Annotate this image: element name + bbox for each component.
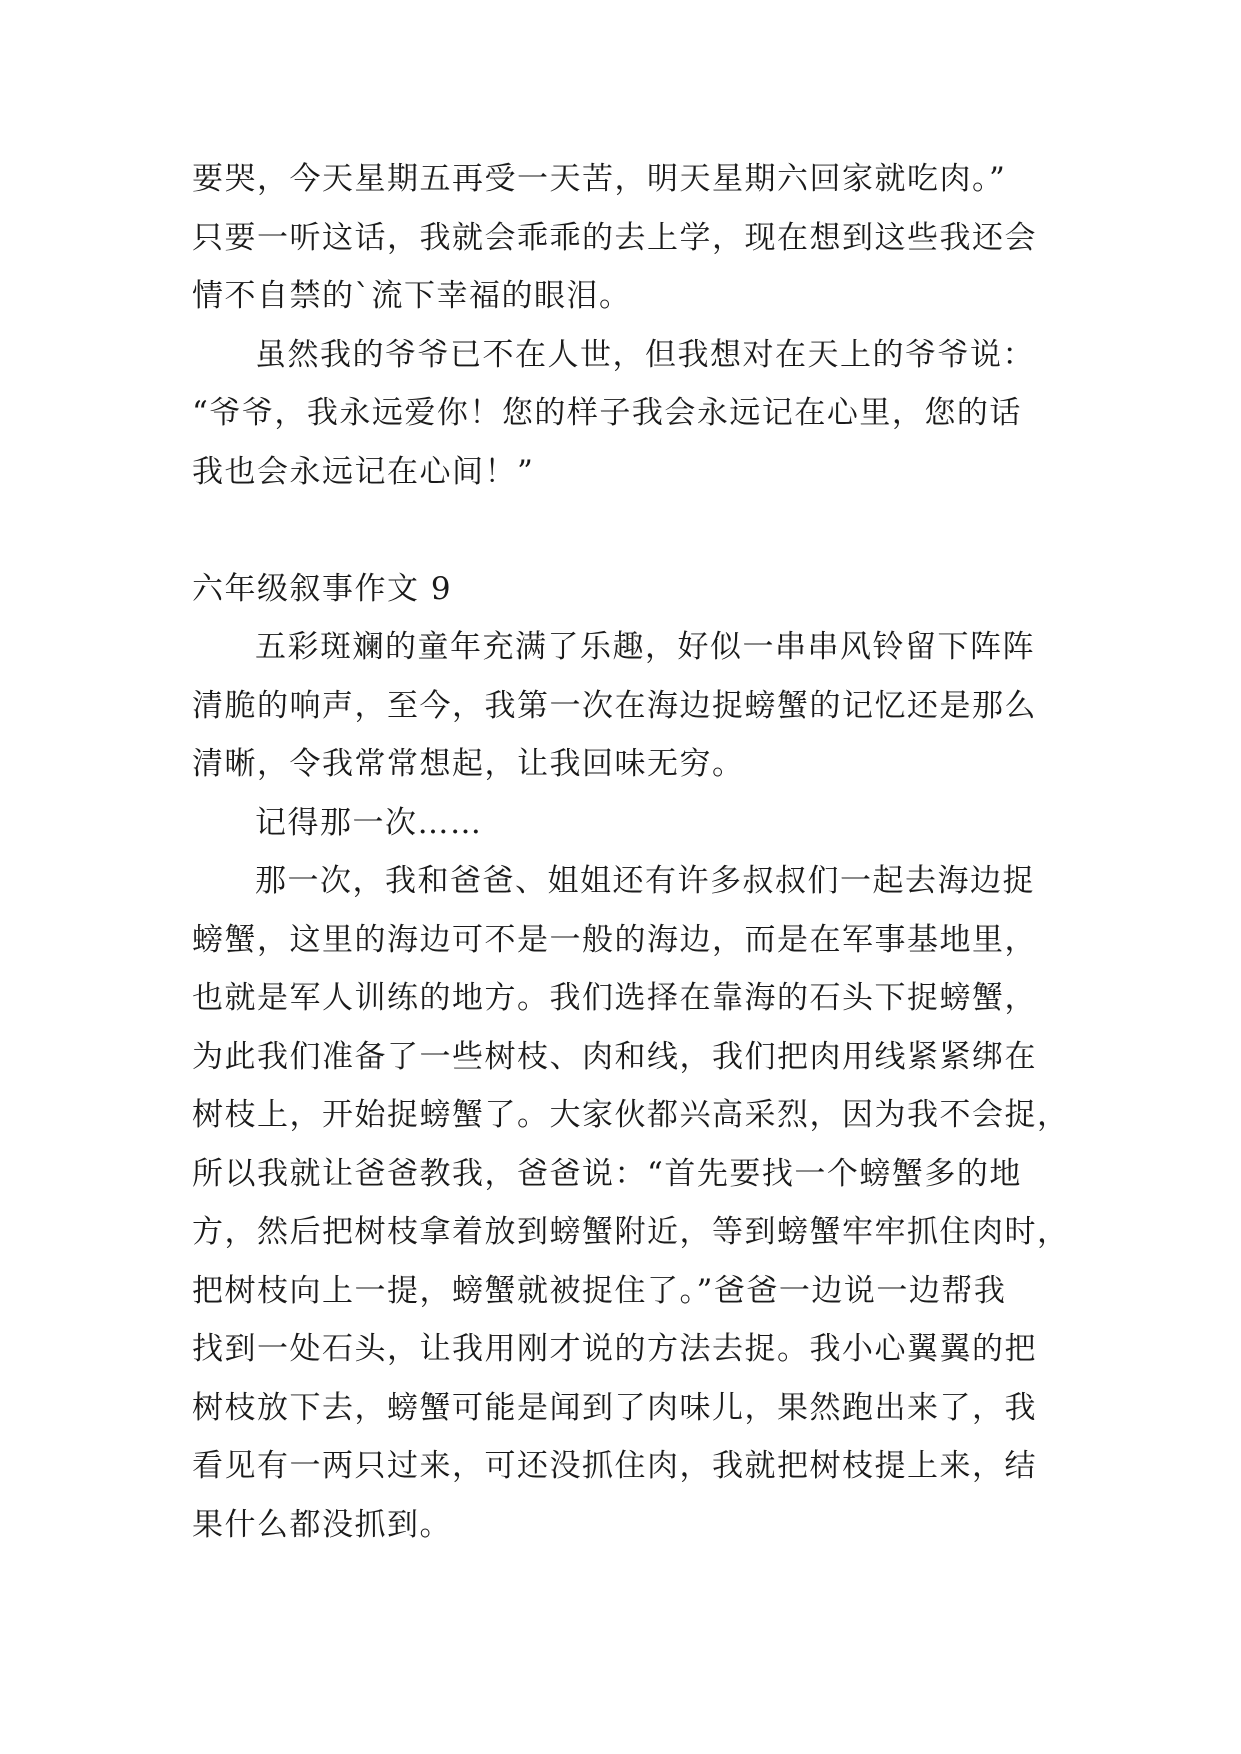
text-line: 也就是军人训练的地方。我们选择在靠海的石头下捉螃蟹， bbox=[192, 980, 1037, 1016]
text-line: 只要一听这话，我就会乖乖的去上学，现在想到这些我还会 bbox=[192, 219, 1037, 256]
text-line: 螃蟹，这里的海边可不是一般的海边，而是在军事基地里， bbox=[192, 921, 1037, 958]
text-line: 树枝放下去，螃蟹可能是闻到了肉味儿，果然跑出来了，我 bbox=[192, 1389, 1037, 1426]
text-line: 五彩斑斓的童年充满了乐趣，好似一串串风铃留下阵阵 bbox=[255, 629, 1035, 665]
text-line: 方，然后把树枝拿着放到螃蟹附近，等到螃蟹牢牢抓住肉时， bbox=[192, 1214, 1070, 1250]
text-line: 那一次，我和爸爸、姐姐还有许多叔叔们一起去海边捉 bbox=[255, 863, 1035, 899]
text-line: 清脆的响声，至今，我第一次在海边捉螃蟹的记忆还是那么 bbox=[192, 687, 1037, 724]
text-line: 所以我就让爸爸教我，爸爸说：“首先要找一个螃蟹多的地 bbox=[192, 1155, 1022, 1192]
text-line: 看见有一两只过来，可还没抓住肉，我就把树枝提上来，结 bbox=[192, 1448, 1037, 1484]
text-line: 我也会永远记在心间！” bbox=[192, 453, 535, 490]
section-title: 六年级叙事作文 9 bbox=[192, 570, 453, 607]
text-line: 把树枝向上一提，螃蟹就被捉住了。”爸爸一边说一边帮我 bbox=[192, 1272, 1007, 1309]
text-line: 清晰，令我常常想起，让我回味无穷。 bbox=[192, 746, 745, 782]
text-line: 找到一处石头，让我用刚才说的方法去捉。我小心翼翼的把 bbox=[192, 1331, 1037, 1367]
text-line: 记得那一次…… bbox=[255, 804, 483, 841]
text-line: 情不自禁的`流下幸福的眼泪。 bbox=[192, 278, 632, 314]
text-line: 为此我们准备了一些树枝、肉和线，我们把肉用线紧紧绑在 bbox=[192, 1038, 1037, 1075]
paragraph-continuation bbox=[192, 150, 1052, 326]
text-line: 树枝上，开始捉螃蟹了。大家伙都兴高采烈，因为我不会捉， bbox=[192, 1097, 1070, 1133]
paragraph-grandpa bbox=[192, 326, 1052, 502]
document-page bbox=[192, 150, 1070, 1554]
text-line: 虽然我的爷爷已不在人世，但我想对在天上的爷爷说： bbox=[255, 336, 1035, 373]
paragraph-story bbox=[192, 852, 1070, 1554]
text-line: 果什么都没抓到。 bbox=[192, 1506, 452, 1543]
paragraph-spacer bbox=[192, 501, 1052, 560]
paragraph-remember bbox=[192, 794, 1052, 853]
paragraph-intro bbox=[192, 618, 1052, 794]
text-line: “爷爷，我永远爱你！您的样子我会永远记在心里，您的话 bbox=[192, 395, 1022, 431]
text-line: 要哭，今天星期五再受一天苦，明天星期六回家就吃肉。” bbox=[192, 161, 1007, 197]
